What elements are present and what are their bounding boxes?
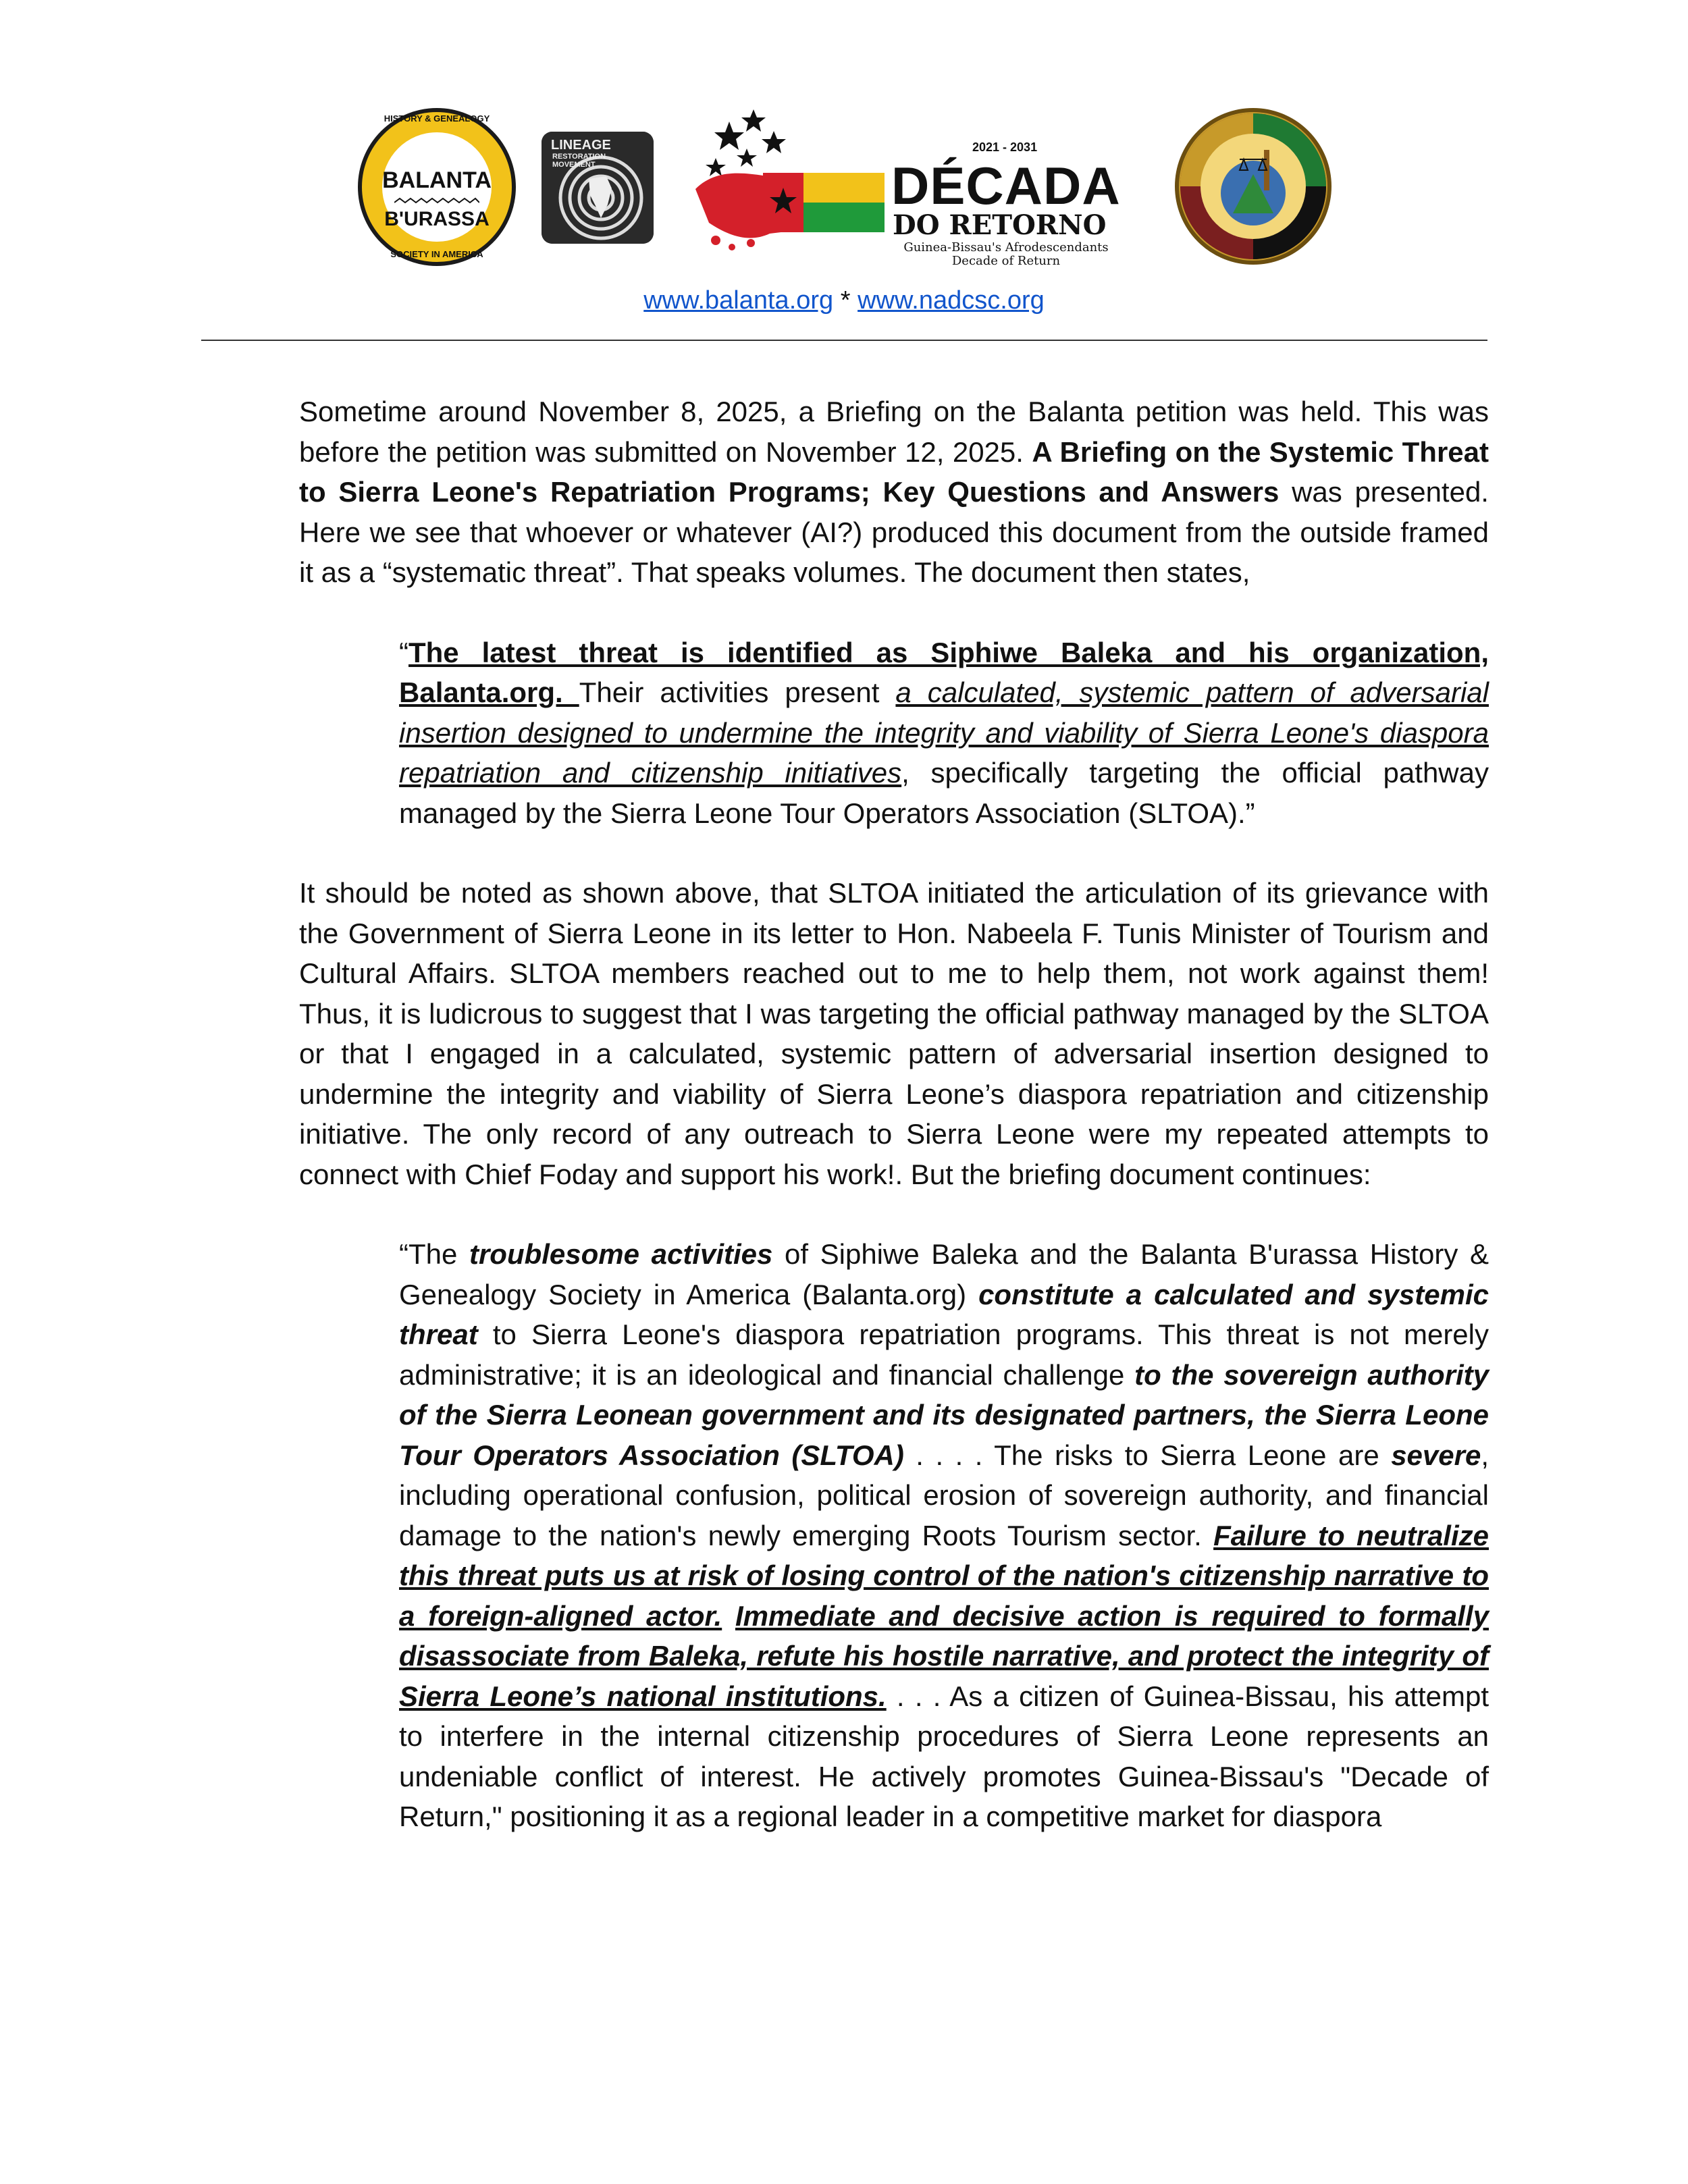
zigzag-icon [394,197,479,204]
lineage-logo [542,132,654,244]
decada-subtitle: DO RETORNO [893,209,1107,241]
blockquote-1 [399,633,1489,834]
decada-logo [689,108,1155,268]
header-divider [201,340,1487,341]
quote1-open: “ [399,636,408,668]
lineage-line2: RESTORATION [552,153,606,161]
seal-emblem-icon [1179,112,1327,261]
decada-tagline2: Decade of Return [951,254,1061,268]
balanta-ring-top: HISTORY & GENEALOGY [384,113,490,124]
blockquote-2 [399,1234,1489,1837]
nadcsc-seal [1175,108,1331,265]
quote2-i: , including operational confusion, political erosion of sovereign authority, and financial damage to the nation's newly emerging Roots Tourism sector. [399,1439,1489,1551]
quote1-bold-underlined: The latest threat is identified as Siphiwe Baleka and his organization, Balanta.org. [399,636,1489,708]
balanta-line2: B'URASSA [384,208,490,230]
lineage-line1: LINEAGE [551,138,611,153]
quote2-emphasis-5: Failure to neutralize this threat puts us at risk of losing control of the nation's citizenship narrative to a foreign-aligned actor. [399,1519,1489,1632]
paragraph-response: It should be noted as shown above, that SLTOA initiated the articulation of its grievance with the Government of Sierra Leone in its letter to Hon. Nabeela F. Tunis Minister of Tourism and Cultural Affairs. SLTOA members reached out to me to help them, not work against them! Thus, it is ludicrous to suggest that I was targeting the official pathway managed by the SLTOA or that I engaged in a calculated, systemic pattern of adversarial insertion designed to undermine the integrity and viability of Sierra Leone’s diaspora repatriation and citizenship initiative. The only record of any outreach to Sierra Leone were my repeated attempts to connect with Chief Foday and support his work!. But the briefing document continues: [299,877,1489,1190]
balanta-inner [382,132,492,242]
nadcsc-link[interactable]: www.nadcsc.org [858,286,1045,315]
balanta-logo [358,108,516,266]
balanta-link[interactable]: www.balanta.org [643,286,834,315]
quote1-italic-underlined: a calculated, systemic pattern of adversarial insertion designed to undermine the integrity and viability of Sierra Leone's diaspora repatriation and citizenship initiatives [399,676,1489,789]
quote2-emphasis-2: constitute a calculated and systemic threat [399,1278,1489,1350]
quote2-m: . . . As a citizen of Guinea-Bissau, his attempt to interfere in the internal citizenship procedures of Sierra Leone represents an undeniable conflict of interest. He actively promotes Guinea-Bissau's "Decade of Return," positioning it as a regional leader in a competitive market for diaspora [399,1680,1489,1832]
quote1-text-1: Their activities present [579,676,896,708]
quote2-a: “The [399,1238,469,1270]
quote2-k [722,1600,735,1632]
decada-title: DÉCADA [891,156,1121,215]
quote2-emphasis-4: severe [1391,1439,1481,1471]
decada-tagline1: Guinea-Bissau's Afrodescendants [903,240,1109,255]
guinea-bissau-map-icon [689,108,891,263]
briefing-title: A Briefing on the Systemic Threat to Sierra Leone's Repatriation Programs; Key Questions and Answers [299,435,1489,508]
intro-text-1: Sometime around November 8, 2025, a Briefing on the Balanta petition was held. This was before the petition was submitted on November 12, 2025. [299,396,1489,468]
website-links [0,286,1688,315]
quote2-e: to Sierra Leone's diaspora repatriation programs. This threat is not merely administrative; it is an ideological and financial challenge [399,1319,1489,1391]
document-body [299,392,1489,1877]
quote2-c: of Siphiwe Baleka and the Balanta B'urassa History & Genealogy Society in America (Balanta.org) [399,1238,1489,1310]
quote2-emphasis-1: troublesome activities [469,1238,773,1270]
link-separator: * [833,286,858,315]
quote2-g: . . . . The risks to Sierra Leone are [903,1439,1392,1471]
lineage-spiral-icon [542,132,654,244]
balanta-ring-bottom: SOCIETY IN AMERICA [390,249,483,259]
paragraph-intro [299,392,1489,593]
decada-years: 2021 - 2031 [972,140,1038,154]
quote1-text-2: , specifically targeting the official pathway managed by the Sierra Leone Tour Operators Association (SLTOA).” [399,757,1489,829]
balanta-line1: BALANTA [382,167,492,193]
lineage-line3: MOVEMENT [552,161,596,169]
header-logos [0,101,1688,277]
intro-text-2: was presented. Here we see that whoever or whatever (AI?) produced this document from the outside framed it as a “systematic threat”. That speaks volumes. The document then states, [299,476,1489,588]
quote2-emphasis-6: Immediate and decisive action is required to formally disassociate from Baleka, refute his hostile narrative, and protect the integrity of Sierra Leone’s national institutions. [399,1599,1489,1712]
quote2-emphasis-3: to the sovereign authority of the Sierra Leonean government and its designated partners, the Sierra Leone Tour Operators Association (SLTOA) [399,1358,1489,1471]
